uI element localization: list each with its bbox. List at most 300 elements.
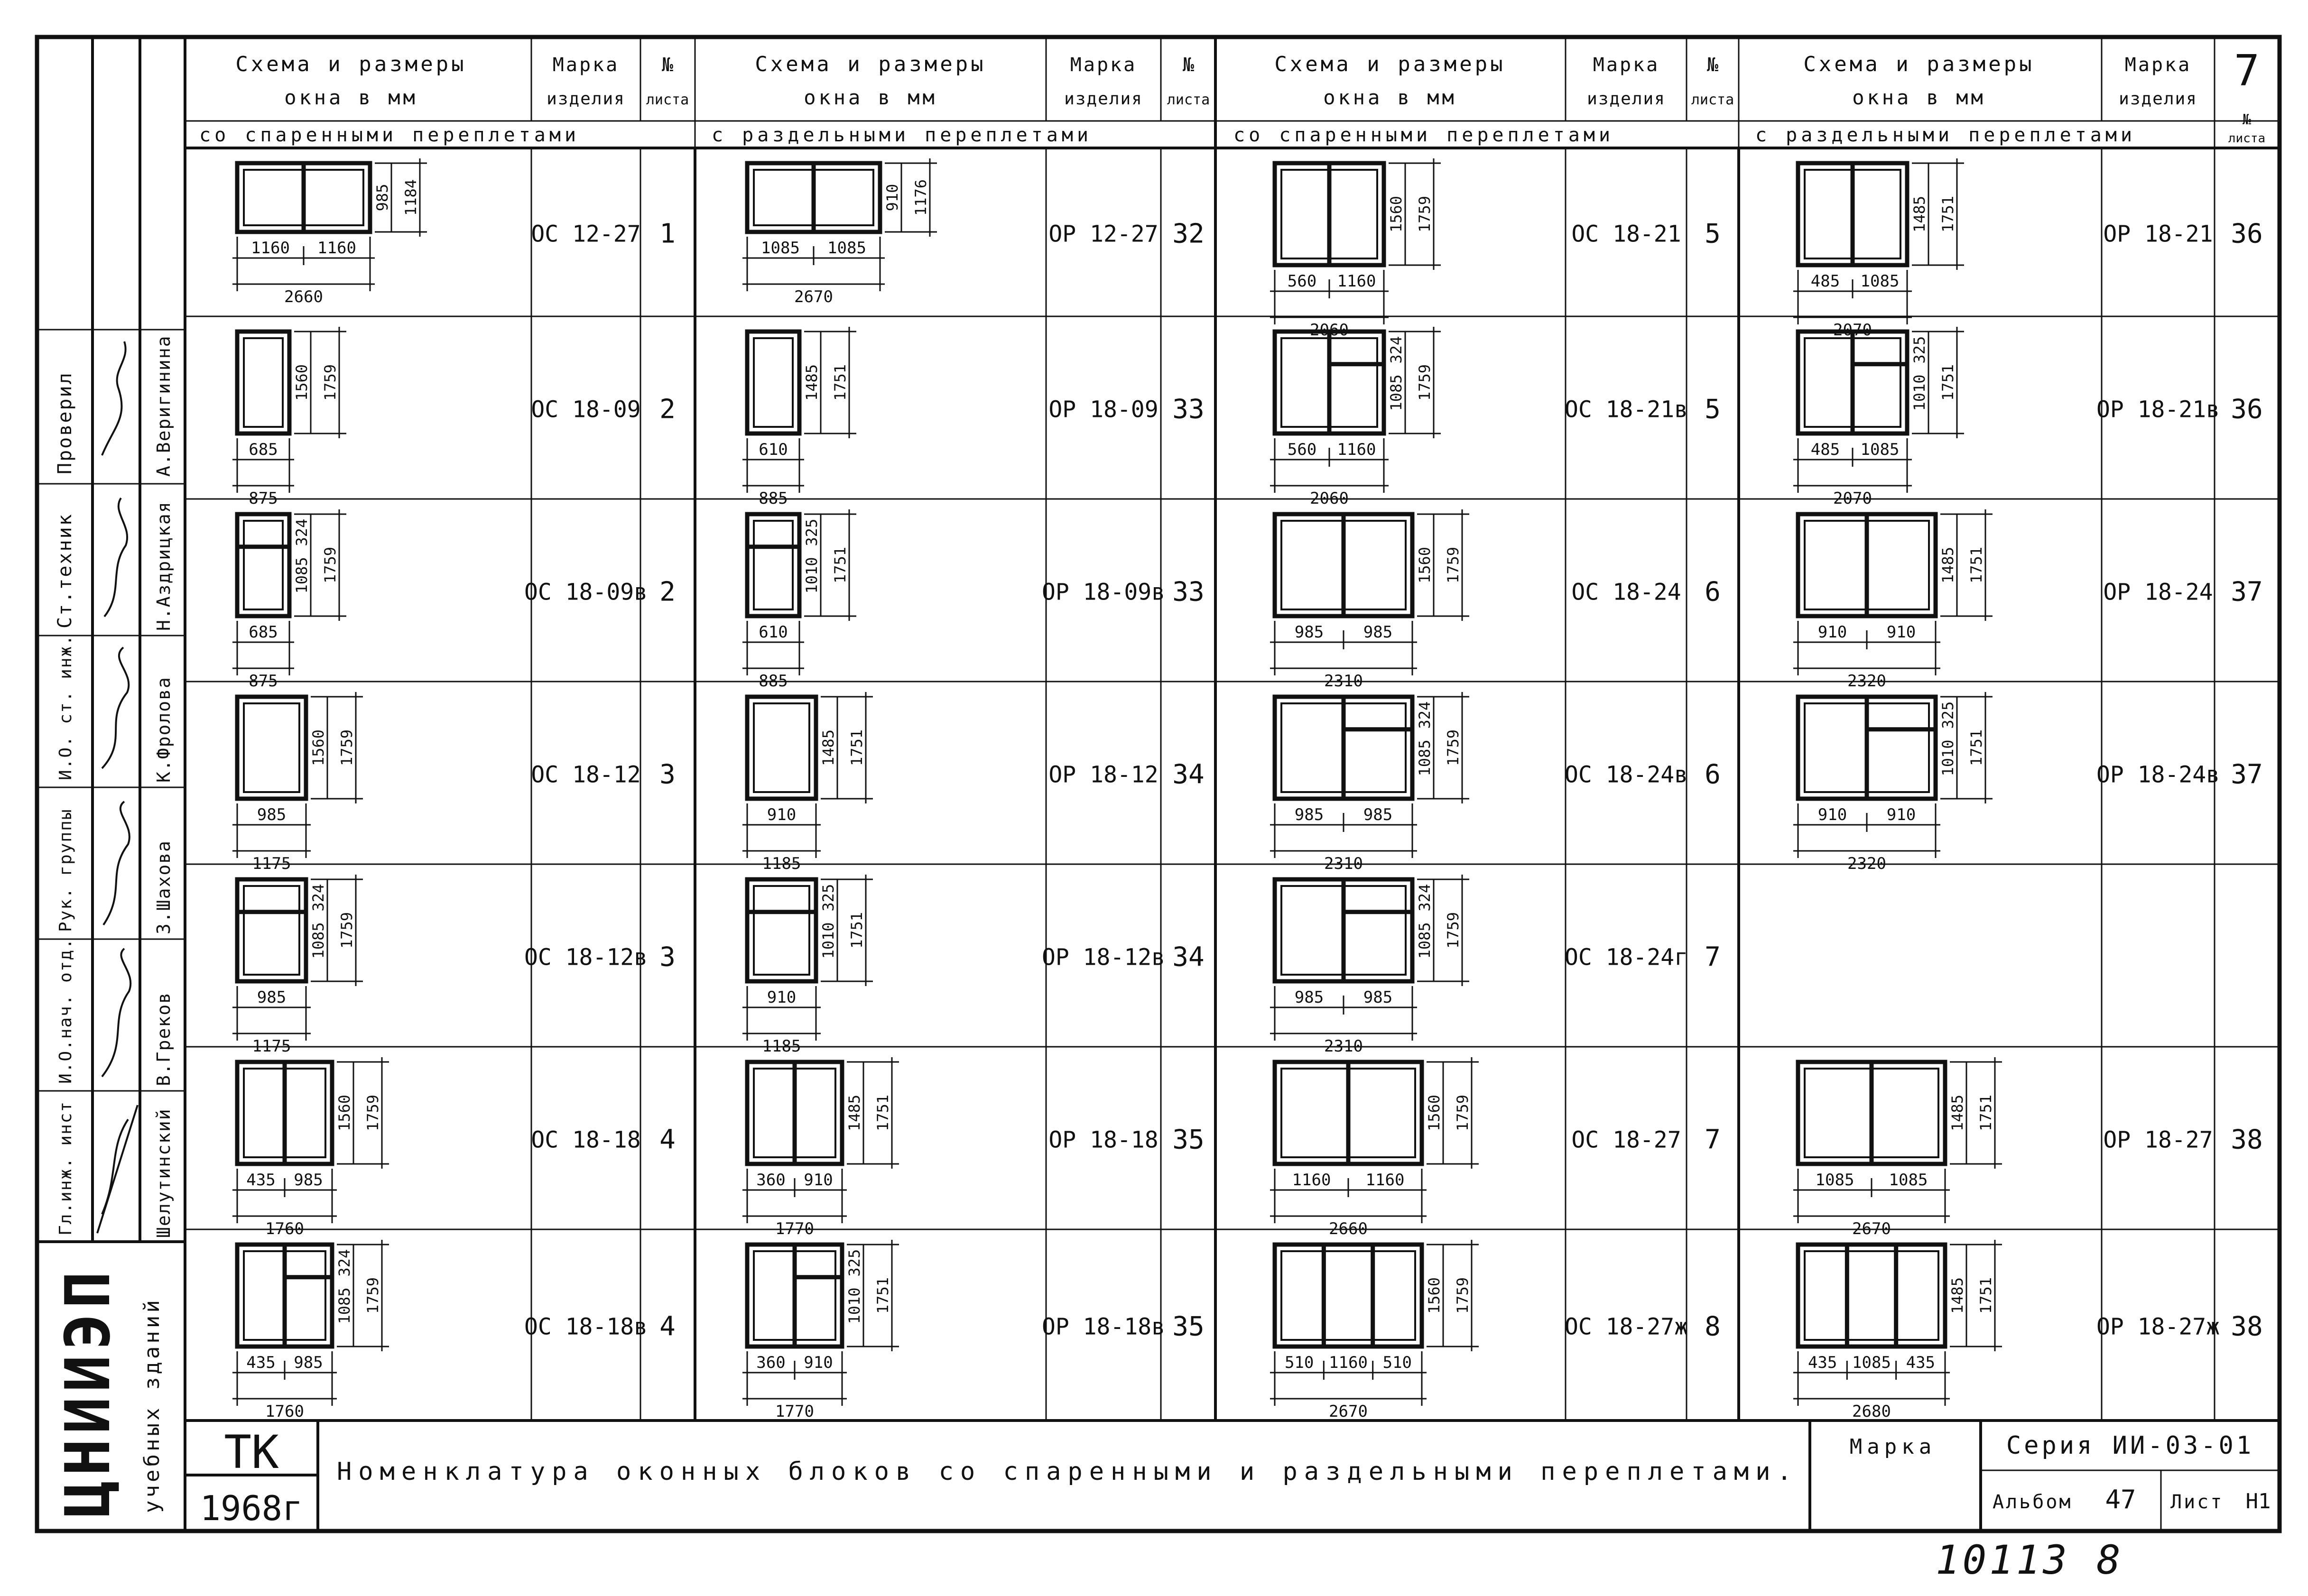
dimension-vertical: 1085 <box>1416 922 1434 959</box>
role-io-nach-otd: И.О.нач. отд. <box>56 938 75 1084</box>
window-cell <box>1270 1240 1721 1421</box>
title-block <box>185 1421 2280 1531</box>
dimension-vertical: 1085 <box>335 1287 353 1324</box>
header-mark-1a: Марка <box>552 54 620 76</box>
window-cell <box>742 692 1205 873</box>
dimension-total-height: 1759 <box>1454 1094 1472 1132</box>
dimension-vertical: 1560 <box>1416 546 1434 584</box>
product-mark: ОР 18-24 <box>2103 579 2213 606</box>
signature-1 <box>102 341 126 455</box>
dimension-vertical: 1560 <box>293 364 311 401</box>
product-mark: ОС 12-27 <box>531 221 641 248</box>
dimension-vertical: 325 <box>803 518 821 546</box>
role-io-st-inzh: И.О. ст. инж. <box>56 634 75 780</box>
header-schema-1b: окна в мм <box>284 86 418 109</box>
header-sheet-1a: № <box>661 54 674 76</box>
dimension-vertical: 1010 <box>803 557 821 594</box>
dimension-horizontal: 985 <box>1363 988 1393 1007</box>
dimension-total-height: 1184 <box>402 179 420 216</box>
dimension-vertical: 325 <box>1939 701 1957 729</box>
header-schema-4b: окна в мм <box>1852 86 1986 109</box>
window-frame <box>237 514 289 616</box>
role-proveril: Проверил <box>54 371 76 474</box>
sheet-number: 7 <box>1705 941 1721 973</box>
dimension-total-width: 1175 <box>252 1037 291 1056</box>
dimension-horizontal: 685 <box>249 623 278 642</box>
window-frame <box>237 332 289 434</box>
window-sash <box>244 703 299 792</box>
dimension-total-width: 2670 <box>794 287 833 306</box>
dimension-total-height: 1759 <box>1416 364 1434 401</box>
dimension-vertical: 324 <box>309 884 327 912</box>
sheet-number: 38 <box>2231 1124 2263 1155</box>
dimension-total-height: 1759 <box>1444 546 1462 584</box>
dimension-horizontal: 1085 <box>1889 1171 1928 1190</box>
dimension-horizontal: 985 <box>1294 623 1324 642</box>
name-grekov: В.Греков <box>153 991 174 1086</box>
dimension-total-height: 1759 <box>364 1094 382 1132</box>
dimension-vertical: 1010 <box>1910 374 1928 411</box>
product-mark: ОС 18-09в <box>524 579 648 606</box>
window-frame <box>747 332 799 434</box>
sheet-number: 4 <box>659 1311 676 1342</box>
header-sheet-2b: листа <box>1167 92 1210 108</box>
dimension-vertical: 325 <box>1910 336 1928 364</box>
product-mark: ОС 18-24 <box>1571 579 1681 606</box>
dimension-total-width: 2320 <box>1847 672 1886 691</box>
year-label: 1968г <box>200 1488 303 1528</box>
dimension-vertical: 985 <box>373 184 391 212</box>
dimension-vertical: 1010 <box>845 1287 863 1324</box>
header-mark-2a: Марка <box>1070 54 1137 76</box>
window-cell <box>1270 1057 1721 1238</box>
dimension-horizontal: 435 <box>1807 1353 1837 1372</box>
dimension-horizontal: 1085 <box>1860 440 1900 459</box>
window-sash <box>1281 1251 1415 1340</box>
dimension-total-height: 1751 <box>848 912 866 949</box>
dimension-vertical: 910 <box>883 184 901 212</box>
dimension-horizontal: 435 <box>246 1353 276 1372</box>
dimension-vertical: 1010 <box>819 922 837 959</box>
sheet-number: 36 <box>2231 394 2263 425</box>
dimension-total-height: 1759 <box>321 546 339 584</box>
dimension-horizontal: 1085 <box>827 239 866 258</box>
dimension-horizontal: 560 <box>1287 272 1317 291</box>
dimension-total-height: 1759 <box>338 729 356 766</box>
window-sash <box>754 338 793 427</box>
dimension-horizontal: 910 <box>1817 623 1847 642</box>
window-cell <box>232 1057 676 1238</box>
window-cell <box>742 875 1205 1056</box>
product-mark: ОР 18-21в <box>2096 396 2220 423</box>
dimension-total-height: 1751 <box>1967 729 1985 766</box>
dimension-total-width: 2320 <box>1847 854 1886 873</box>
group-title-4: с раздельными переплетами <box>1755 124 2136 146</box>
dimension-total-width: 2070 <box>1833 321 1872 340</box>
dimension-vertical: 1485 <box>1939 546 1957 584</box>
role-gl-inzh: Гл.инж. инст <box>56 1100 75 1236</box>
album-label: Альбом <box>1993 1491 2073 1513</box>
product-mark: ОР 18-09 <box>1048 396 1159 423</box>
series-label: Серия ИИ-03-01 <box>2006 1431 2254 1460</box>
left-stamp <box>37 37 185 1531</box>
dimension-vertical: 324 <box>335 1249 353 1277</box>
product-mark: ОР 18-12 <box>1048 761 1159 788</box>
sheet-number: 37 <box>2231 759 2263 790</box>
sheet-number: 35 <box>1172 1311 1205 1342</box>
header-schema-1a: Схема и размеры <box>235 52 467 76</box>
sheet-number: 33 <box>1172 576 1205 608</box>
signature-2 <box>104 498 127 617</box>
dimension-total-height: 1759 <box>321 364 339 401</box>
window-cell <box>232 692 676 873</box>
dimension-horizontal: 485 <box>1810 272 1840 291</box>
window-cell <box>1270 158 1721 340</box>
sheet-label: Лист <box>2170 1491 2224 1513</box>
product-mark: ОР 18-27 <box>2103 1126 2213 1153</box>
dimension-horizontal: 435 <box>246 1171 276 1190</box>
sheet-number: 35 <box>1172 1124 1205 1155</box>
header-mark-4b: изделия <box>2119 89 2197 109</box>
dimension-horizontal: 1085 <box>1852 1353 1891 1372</box>
product-mark: ОР 18-12в <box>1041 944 1166 971</box>
dimension-total-width: 2060 <box>1310 321 1349 340</box>
window-sash <box>244 886 299 975</box>
dimension-vertical: 1560 <box>1425 1277 1443 1314</box>
dimension-total-width: 2060 <box>1310 489 1349 508</box>
dimension-horizontal: 910 <box>1886 805 1916 824</box>
window-cell <box>1793 1240 2263 1421</box>
dimension-horizontal: 985 <box>1363 623 1393 642</box>
window-sash <box>754 703 809 792</box>
sheet-number: 1 <box>659 218 676 249</box>
product-mark: ОС 18-18в <box>524 1313 648 1340</box>
dimension-vertical: 324 <box>293 518 311 546</box>
footer-note: 10113 8 <box>1936 1537 2124 1583</box>
header-schema-4a: Схема и размеры <box>1803 52 2035 76</box>
dimension-horizontal: 435 <box>1906 1353 1936 1372</box>
sheet-number: 2 <box>659 394 676 425</box>
dimension-vertical: 1485 <box>1910 195 1928 233</box>
sheet-number: 4 <box>659 1124 676 1155</box>
sheet-number: 32 <box>1172 218 1205 249</box>
dimension-horizontal: 985 <box>294 1171 323 1190</box>
product-mark: ОС 18-18 <box>531 1126 641 1153</box>
dimension-total-width: 2310 <box>1324 854 1363 873</box>
product-mark: ОС 18-24в <box>1564 761 1688 788</box>
dimension-horizontal: 510 <box>1284 1353 1314 1372</box>
dimension-total-height: 1759 <box>338 912 356 949</box>
header-mark-3b: изделия <box>1587 89 1666 109</box>
signature-6 <box>97 1105 138 1233</box>
dimension-horizontal: 910 <box>767 805 797 824</box>
album-value: 47 <box>2105 1485 2136 1514</box>
signature-3 <box>102 647 129 768</box>
group-title-2: с раздельными переплетами <box>712 124 1093 146</box>
window-cell <box>1793 158 2263 340</box>
name-shahova: З.Шахова <box>153 840 174 934</box>
header-mark-2b: изделия <box>1064 89 1143 109</box>
dimension-total-height: 1751 <box>831 364 849 401</box>
dimension-horizontal: 1085 <box>1860 272 1900 291</box>
header-sheet-4b: листа <box>2228 131 2266 146</box>
signature-4 <box>103 802 130 925</box>
header-mark-1b: изделия <box>547 89 625 109</box>
sheet-number: 2 <box>659 576 676 608</box>
product-mark: ОР 18-18 <box>1048 1126 1159 1153</box>
dimension-total-height: 1759 <box>1444 729 1462 766</box>
dimension-horizontal: 360 <box>756 1353 786 1372</box>
mark-label: Марка <box>1849 1435 1937 1459</box>
dimension-vertical: 1485 <box>803 364 821 401</box>
dimension-total-height: 1751 <box>1967 546 1985 584</box>
dimension-total-height: 1751 <box>1939 364 1957 401</box>
window-frame <box>237 697 306 799</box>
header-schema-2b: окна в мм <box>804 86 937 109</box>
role-st-tehnik: Ст.техник <box>54 513 76 628</box>
org-subname: учебных зданий <box>140 1297 164 1513</box>
dimension-total-width: 2660 <box>284 287 323 306</box>
dimension-horizontal: 610 <box>759 623 788 642</box>
dimension-total-height: 1751 <box>831 546 849 584</box>
window-cell <box>232 327 676 508</box>
name-azdrickaya: Н.Аздрицкая <box>153 501 174 631</box>
dimension-total-height: 1751 <box>874 1277 892 1314</box>
dimension-horizontal: 985 <box>1363 805 1393 824</box>
dimension-vertical: 1010 <box>1939 739 1957 776</box>
header-mark-3a: Марка <box>1593 54 1660 76</box>
dimension-total-width: 1760 <box>265 1219 304 1238</box>
header-sheet-1b: листа <box>646 92 689 108</box>
table-grid <box>185 148 2280 1421</box>
header-sheet-4a: № <box>2242 111 2252 128</box>
dimension-vertical: 1085 <box>309 922 327 959</box>
dimension-vertical: 324 <box>1387 336 1405 364</box>
dimension-horizontal: 1160 <box>1329 1353 1368 1372</box>
window-cell <box>232 875 676 1056</box>
dimension-vertical: 325 <box>819 884 837 912</box>
dimension-horizontal: 1085 <box>1815 1171 1854 1190</box>
header-sheet-2a: № <box>1182 54 1195 76</box>
page-number: 7 <box>2234 46 2260 96</box>
dimension-total-height: 1759 <box>1444 912 1462 949</box>
window-cell <box>742 1240 1205 1421</box>
dimension-total-height: 1176 <box>912 179 930 216</box>
product-mark: ОР 18-21 <box>2103 221 2213 248</box>
dimension-horizontal: 910 <box>1886 623 1916 642</box>
window-cell <box>742 158 1205 306</box>
window-frame <box>747 697 816 799</box>
tk-label: ТК <box>224 1426 279 1479</box>
dimension-vertical: 1085 <box>293 557 311 594</box>
dimension-horizontal: 560 <box>1287 440 1317 459</box>
group-title-1: со спаренными переплетами <box>199 124 580 146</box>
sheet-value: Н1 <box>2245 1489 2271 1513</box>
dimension-total-height: 1751 <box>874 1094 892 1132</box>
header-schema-2a: Схема и размеры <box>755 52 986 76</box>
dimension-total-width: 1770 <box>775 1402 814 1421</box>
sheet-number: 37 <box>2231 576 2263 608</box>
window-cell <box>232 158 676 306</box>
window-cell <box>742 327 1205 508</box>
header-mark-4a: Марка <box>2124 54 2192 76</box>
group-title-3: со спаренными переплетами <box>1233 124 1614 146</box>
header-sheet-3b: листа <box>1691 92 1734 108</box>
dimension-total-height: 1759 <box>1454 1277 1472 1314</box>
sheet-number: 3 <box>659 759 676 790</box>
dimension-total-width: 1185 <box>762 854 801 873</box>
product-mark: ОС 18-21в <box>1564 396 1688 423</box>
org-name: ЦНИИЭП <box>52 1266 124 1518</box>
dimension-horizontal: 510 <box>1382 1353 1412 1372</box>
window-cell <box>232 509 676 691</box>
sheet-number: 3 <box>659 941 676 973</box>
dimension-vertical: 1560 <box>1425 1094 1443 1132</box>
dimension-total-height: 1751 <box>1939 195 1957 233</box>
window-cell <box>1270 692 1721 873</box>
header-schema-3b: окна в мм <box>1323 86 1457 109</box>
dimension-vertical: 1485 <box>1948 1094 1966 1132</box>
window-cell <box>1270 875 1721 1056</box>
dimension-horizontal: 1160 <box>251 239 290 258</box>
window-cell <box>1793 692 2263 873</box>
dimension-total-height: 1759 <box>1416 195 1434 233</box>
window-cell <box>232 1240 676 1421</box>
dimension-horizontal: 985 <box>1294 805 1324 824</box>
sheet-number: 5 <box>1705 394 1721 425</box>
window-sash <box>754 886 809 975</box>
product-mark: ОС 18-21 <box>1571 221 1681 248</box>
dimension-horizontal: 1160 <box>1337 440 1376 459</box>
dimension-vertical: 1560 <box>1387 195 1405 233</box>
window-sash <box>1805 1251 1938 1340</box>
sheet-number: 38 <box>2231 1311 2263 1342</box>
role-ruk-gruppy: Рук. группы <box>56 808 75 932</box>
dimension-vertical: 325 <box>845 1249 863 1277</box>
product-mark: ОС 18-24г <box>1564 944 1688 971</box>
dimension-horizontal: 1160 <box>1365 1171 1405 1190</box>
dimension-total-width: 1185 <box>762 1037 801 1056</box>
dimension-horizontal: 1160 <box>317 239 356 258</box>
dimension-vertical: 1485 <box>819 729 837 766</box>
dimension-horizontal: 1160 <box>1292 1171 1331 1190</box>
sheet-number: 34 <box>1172 759 1205 790</box>
window-catalog <box>232 158 2263 1421</box>
dimension-horizontal: 910 <box>804 1171 833 1190</box>
product-mark: ОС 18-12в <box>524 944 648 971</box>
window-frame <box>1798 1245 1945 1347</box>
sheet-number: 5 <box>1705 218 1721 249</box>
sheet-number: 7 <box>1705 1124 1721 1155</box>
dimension-horizontal: 985 <box>294 1353 323 1372</box>
window-cell <box>1793 327 2263 508</box>
product-mark: ОС 18-12 <box>531 761 641 788</box>
sheet-number: 8 <box>1705 1311 1721 1342</box>
dimension-horizontal: 910 <box>804 1353 833 1372</box>
dimension-horizontal: 360 <box>756 1171 786 1190</box>
dimension-horizontal: 1160 <box>1337 272 1376 291</box>
window-cell <box>1793 1057 2263 1238</box>
product-mark: ОС 18-27 <box>1571 1126 1681 1153</box>
window-frame <box>747 879 816 981</box>
window-sash <box>244 521 283 609</box>
dimension-total-width: 2670 <box>1852 1219 1891 1238</box>
dimension-total-width: 875 <box>249 489 278 508</box>
product-mark: ОР 18-24в <box>2096 761 2220 788</box>
sheet-number: 34 <box>1172 941 1205 973</box>
window-cell <box>742 1057 1205 1238</box>
dimension-total-width: 2070 <box>1833 489 1872 508</box>
product-mark: ОР 18-18в <box>1041 1313 1166 1340</box>
product-mark: ОС 18-27ж <box>1564 1313 1688 1340</box>
dimension-horizontal: 985 <box>257 988 287 1007</box>
window-cell <box>1793 509 2263 691</box>
product-mark: ОС 18-09 <box>531 396 641 423</box>
window-cell <box>742 509 1205 691</box>
dimension-total-height: 1751 <box>1977 1277 1995 1314</box>
product-mark: ОР 18-27ж <box>2096 1313 2220 1340</box>
dimension-total-width: 2670 <box>1329 1402 1368 1421</box>
product-mark: ОР 18-09в <box>1041 579 1166 606</box>
dimension-total-width: 1175 <box>252 854 291 873</box>
window-sash <box>754 521 793 609</box>
window-frame <box>237 879 306 981</box>
dimension-total-width: 1770 <box>775 1219 814 1238</box>
dimension-horizontal: 610 <box>759 440 788 459</box>
sheet-number: 33 <box>1172 394 1205 425</box>
header-sheet-3a: № <box>1706 54 1719 76</box>
drawing-title: Номенклатура оконных блоков со спаренными и раздельными переплетами. <box>337 1458 1798 1486</box>
window-cell <box>1270 327 1721 508</box>
dimension-total-width: 885 <box>759 672 788 691</box>
dimension-horizontal: 985 <box>257 805 287 824</box>
dimension-horizontal: 985 <box>1294 988 1324 1007</box>
dimension-horizontal: 1085 <box>761 239 800 258</box>
dimension-vertical: 1085 <box>1387 374 1405 411</box>
dimension-vertical: 1485 <box>845 1094 863 1132</box>
dimension-total-width: 875 <box>249 672 278 691</box>
dimension-total-height: 1751 <box>848 729 866 766</box>
dimension-vertical: 1485 <box>1948 1277 1966 1314</box>
dimension-total-width: 2310 <box>1324 1037 1363 1056</box>
window-frame <box>1275 1245 1422 1347</box>
dimension-vertical: 1560 <box>335 1094 353 1132</box>
sheet-number: 6 <box>1705 576 1721 608</box>
header-schema-3a: Схема и размеры <box>1274 52 1506 76</box>
sheet-number: 36 <box>2231 218 2263 249</box>
header-labels <box>199 46 2265 146</box>
dimension-total-height: 1751 <box>1977 1094 1995 1132</box>
dimension-vertical: 324 <box>1416 701 1434 729</box>
dimension-horizontal: 485 <box>1810 440 1840 459</box>
dimension-total-width: 2660 <box>1329 1219 1368 1238</box>
dimension-total-width: 2310 <box>1324 672 1363 691</box>
window-cell <box>1270 509 1721 691</box>
window-frame <box>747 514 799 616</box>
table-header <box>185 37 2280 1421</box>
sheet-number: 6 <box>1705 759 1721 790</box>
dimension-vertical: 324 <box>1416 884 1434 912</box>
window-sash <box>244 338 283 427</box>
dimension-vertical: 1085 <box>1416 739 1434 776</box>
dimension-total-height: 1759 <box>364 1277 382 1314</box>
name-shelutinskiy: Шелутинский <box>153 1108 174 1238</box>
signature-5 <box>102 949 130 1077</box>
dimension-total-width: 885 <box>759 489 788 508</box>
dimension-horizontal: 685 <box>249 440 278 459</box>
dimension-horizontal: 910 <box>767 988 797 1007</box>
product-mark: ОР 12-27 <box>1048 221 1159 248</box>
